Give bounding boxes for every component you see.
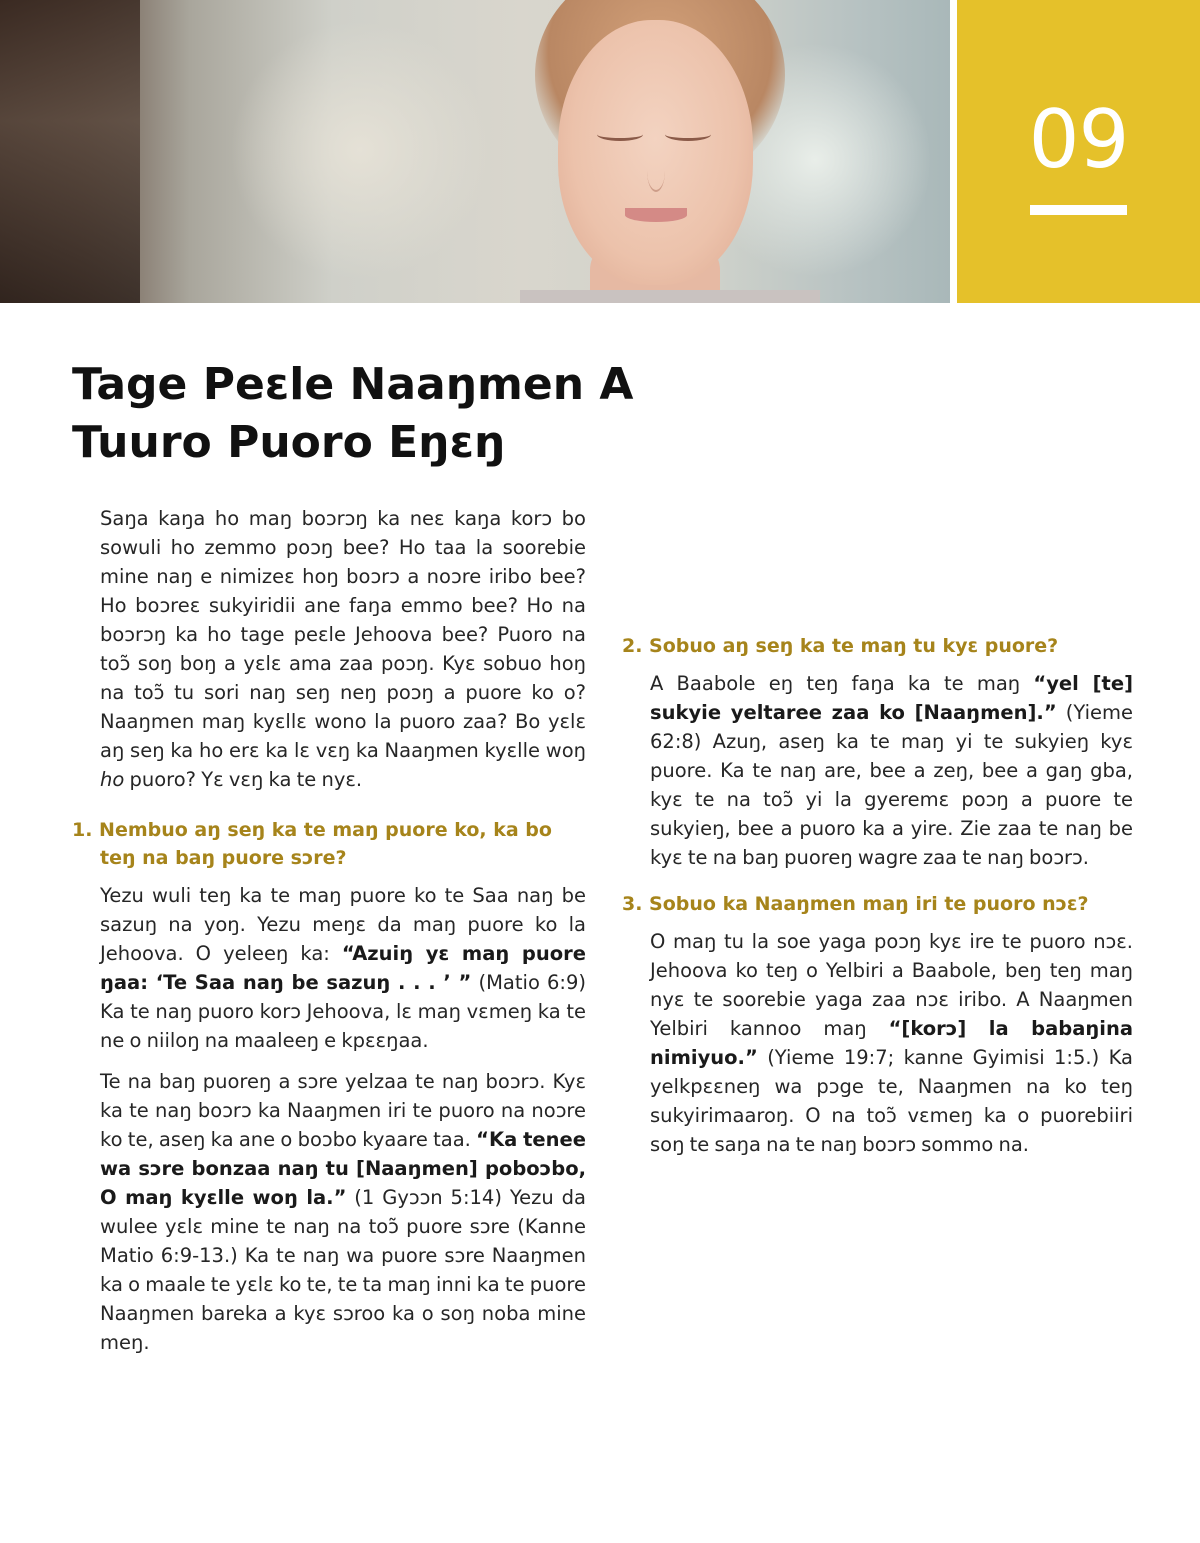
left-column: [72, 504, 586, 1369]
right-column: [622, 504, 1133, 1171]
q3-text-end: (Yieme 19:7; kanne Gyimisi 1:5.) Ka yelkpɛɛneŋ wa pɔge te, Naaŋmen na ko teŋ sukyirimaaroŋ. O na toɔ̃ vɛmeŋ ka o puorebiiri soŋ te saŋa na te naŋ boɔrɔ sommo na.: [650, 1046, 1134, 1156]
hero-photo: [0, 0, 950, 303]
question-1-paragraph-1: [72, 881, 586, 1055]
lesson-number-tab: [957, 0, 1200, 303]
q1-p1-text: Yezu wuli teŋ ka te maŋ puore ko te Saa naŋ be sazuŋ na yoŋ. Yezu meŋɛ da maŋ puore ko la Jehoova. O yeleeŋ ka:: [100, 884, 586, 965]
question-2-paragraph: [622, 669, 1133, 872]
question-1-paragraph-2: [72, 1067, 586, 1357]
q3-text: O maŋ tu la soe yaga poɔŋ kyɛ ire te puoro nɔɛ. Jehoova ko teŋ o Yelbiri a Baabole, beŋ teŋ maŋ nyɛ te soorebie yaga zaa nɔɛ iribo. A Naaŋmen Yelbiri kannoo maŋ: [650, 930, 1133, 1040]
mouth: [625, 208, 687, 222]
intro-text: Saŋa kaŋa ho maŋ boɔrɔŋ ka neɛ kaŋa korɔ bo sowuli ho zemmo poɔŋ bee? Ho taa la soorebie mine naŋ e nimizeɛ hoŋ boɔrɔ a noɔre iribo bee? Ho boɔreɛ sukyiridii ane faŋa emmo bee? Ho na boɔrɔŋ ka ho tage peɛle Jehoova bee? Puoro na toɔ̃ soŋ boŋ a yɛlɛ ama zaa poɔŋ. Kyɛ sobuo hoŋ na toɔ̃ tu sori naŋ seŋ neŋ poɔŋ a puore ko o? Naaŋmen maŋ kyɛllɛ wono la puoro zaa? Bo yɛlɛ aŋ seŋ ka ho erɛ ka lɛ vɛŋ ka Naaŋmen kyɛlle woŋ: [100, 507, 586, 762]
intro-emphasis: ho: [100, 768, 125, 791]
question-2-heading: 2. Sobuo aŋ seŋ ka te maŋ tu kyɛ puore?: [622, 635, 1059, 657]
q3-quote: “[korɔ] la babaŋina nimiyuo.”: [650, 1017, 1134, 1069]
q1-p1-text-end: (Matio 6:9) Ka te naŋ puoro korɔ Jehoova, lɛ maŋ vɛmeŋ ka te ne o niiloŋ na maaleeŋ e kpɛɛŋaa.: [100, 971, 586, 1052]
lesson-number: 09: [1028, 93, 1129, 186]
closed-eye-left: [597, 128, 643, 141]
q1-p1-quote: “Azuiŋ yɛ maŋ puore ŋaa: ‘Te Saa naŋ be sazuŋ . . . ’ ”: [100, 942, 586, 994]
q2-quote: “yel [te] sukyie yeltaree zaa ko [Naaŋmen].”: [650, 672, 1133, 724]
background-blur: [230, 20, 490, 280]
lesson-number-underline: [1030, 205, 1127, 215]
page-title: [72, 356, 772, 472]
question-3-paragraph: [622, 927, 1133, 1159]
question-3-heading: 3. Sobuo ka Naaŋmen maŋ iri te puoro nɔɛ?: [622, 893, 1089, 915]
page-title-line-2: Tuuro Puoro Eŋɛŋ: [72, 417, 506, 468]
intro-paragraph: [72, 504, 586, 794]
q1-p2-text: Te na baŋ puoreŋ a sɔre yelzaa te naŋ boɔrɔ. Kyɛ ka te naŋ boɔrɔ ka Naaŋmen iri te puoro na noɔre ko te, aseŋ ka ane o boɔbo kyaare taa.: [100, 1070, 586, 1151]
background-bookshelf: [0, 0, 140, 303]
closed-eye-right: [665, 128, 711, 141]
question-1-heading: 1. Nembuo aŋ seŋ ka te maŋ puore ko, ka bo teŋ na baŋ puore sɔre?: [72, 819, 552, 869]
nose: [647, 150, 665, 192]
page-title-line-1: Tage Peɛle Naaŋmen A: [72, 359, 634, 410]
q2-text-end: (Yieme 62:8) Azuŋ, aseŋ ka te maŋ yi te sukyieŋ kyɛ puore. Ka te naŋ are, bee a zeŋ, bee a gaŋ gba, kyɛ te na toɔ̃ yi la gyeremɛ poɔŋ a puore te sukyieŋ, bee a puoro ka a yire. Zie zaa te naŋ be kyɛ te na baŋ puoreŋ wagre zaa te naŋ boɔrɔ.: [650, 701, 1134, 869]
q1-p2-text-end: (1 Gyɔɔn 5:14) Yezu da wulee yɛlɛ mine te naŋ na toɔ̃ puore sɔre (Kanne Matio 6:9-13.) Ka te naŋ wa puore sɔre Naaŋmen ka o maale te yɛlɛ ko te, te ta maŋ inni ka te puore Naaŋmen bareka a kyɛ sɔroo ka o soŋ noba mine meŋ.: [100, 1186, 586, 1354]
intro-text-end: puoro? Yɛ vɛŋ ka te nyɛ.: [129, 768, 363, 791]
q2-text: A Baabole eŋ teŋ faŋa ka te maŋ: [650, 672, 1021, 695]
shirt: [520, 290, 820, 303]
q1-p2-quote: “Ka tenee wa sɔre bonzaa naŋ tu [Naaŋmen] poboɔbo, O maŋ kyɛlle woŋ la.”: [100, 1128, 586, 1209]
